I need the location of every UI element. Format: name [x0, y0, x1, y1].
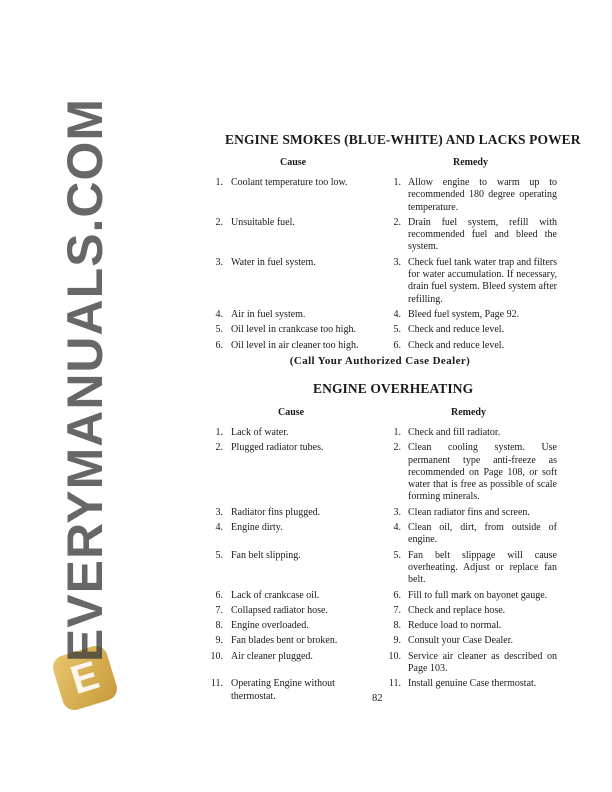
dealer-note: (Call Your Authorized Case Dealer) [289, 354, 471, 367]
table-row [0, 507, 612, 519]
remedy-text: Install genuine Case thermostat. [408, 678, 537, 690]
cause-text: Lack of water. [231, 427, 289, 438]
cause-number: 1. [215, 177, 223, 188]
cause-number: 9. [215, 635, 223, 647]
watermark-logo-letter: E [65, 652, 105, 703]
table-row [0, 605, 612, 617]
remedy-text: Service air cleaner as described on Page 103. [408, 650, 557, 675]
remedy-text: Check and reduce level. [408, 339, 505, 351]
table-row [0, 257, 612, 306]
remedy-number: 7. [393, 604, 401, 616]
cause-header: Cause [278, 407, 305, 418]
cause-text: Engine dirty. [231, 522, 283, 534]
table-row [0, 324, 612, 336]
remedy-text: Check fuel tank water trap and filters for water accumulation. If necessary, drain fuel system. Bleed system after refilling. [408, 256, 557, 305]
cause-number: 1. [215, 427, 223, 438]
cause-text: Lack of crankcase oil. [231, 589, 320, 601]
cause-text: Water in fuel system. [231, 256, 316, 268]
section-title-engine-overheating: ENGINE OVERHEATING [313, 381, 474, 396]
cause-number: 4. [215, 522, 223, 534]
cause-number: 11. [210, 678, 223, 690]
table-row [0, 522, 612, 547]
table-row [0, 177, 612, 214]
remedy-text: Clean oil, dirt, from outside of engine. [408, 522, 557, 546]
cause-header: Cause [280, 157, 307, 168]
remedy-number: 3. [393, 256, 401, 268]
cause-number: 5. [215, 549, 223, 561]
cause-number: 2. [215, 216, 223, 228]
cause-number: 6. [215, 339, 223, 351]
cause-text: Engine overloaded. [231, 620, 309, 632]
cause-number: 7. [215, 604, 223, 616]
remedy-text: Clean radiator fins and screen. [408, 506, 530, 518]
remedy-text: Consult your Case Dealer. [408, 635, 513, 647]
cause-text: Fan blades bent or broken. [231, 635, 338, 647]
remedy-number: 1. [393, 427, 401, 438]
watermark-text: EVERYMANUALS.COM [57, 97, 113, 663]
table-row [0, 620, 612, 632]
remedy-text: Check and reduce level. [408, 324, 505, 336]
remedy-text: Fill to full mark on bayonet gauge. [408, 589, 548, 601]
remedy-number: 1. [393, 177, 401, 188]
cause-text: Unsuitable fuel. [231, 216, 295, 228]
remedy-number: 3. [393, 506, 401, 518]
remedy-text: Reduce load to normal. [408, 620, 502, 632]
remedy-number: 6. [393, 339, 401, 351]
smokes-table [0, 177, 612, 368]
remedy-number: 9. [393, 635, 401, 647]
table-row [0, 590, 612, 602]
table-row [0, 309, 612, 321]
remedy-text: Clean cooling system. Use permanent type anti-freeze as recommended on Page 108, or soft water that is free as possible of scale forming minerals. [408, 442, 557, 503]
remedy-text: Drain fuel system, refill with recommended fuel and bleed the system. [408, 216, 557, 253]
remedy-number: 10. [388, 650, 401, 662]
table-row [0, 550, 612, 587]
remedy-text: Check and replace hose. [408, 604, 506, 616]
cause-text: Air in fuel system. [231, 308, 306, 320]
cause-text: Radiator fins plugged. [231, 506, 321, 518]
remedy-number: 4. [393, 308, 401, 320]
remedy-header: Remedy [451, 407, 486, 418]
cause-text: Fan belt slipping. [231, 549, 301, 561]
page-number: 82 [372, 693, 383, 704]
remedy-number: 6. [393, 589, 401, 601]
cause-number: 10. [210, 650, 223, 662]
cause-text: Air cleaner plugged. [231, 650, 313, 662]
remedy-number: 2. [393, 216, 401, 228]
remedy-number: 2. [393, 442, 401, 454]
remedy-text: Fan belt slippage will cause overheating. Adjust or replace fan belt. [408, 549, 557, 586]
table-row [0, 217, 612, 254]
cause-number: 6. [215, 589, 223, 601]
table-row [0, 427, 612, 439]
remedy-text: Allow engine to warm up to recommended 180 degree operating temperature. [408, 177, 557, 213]
cause-text: Oil level in crankcase too high. [231, 324, 356, 336]
cause-number: 2. [215, 442, 223, 454]
section-title-engine-smokes: ENGINE SMOKES (BLUE-WHITE) AND LACKS POWER [225, 132, 581, 147]
cause-number: 3. [215, 506, 223, 518]
remedy-number: 5. [393, 324, 401, 336]
remedy-text: Check and fill radiator. [408, 427, 501, 438]
cause-text: Plugged radiator tubes. [231, 442, 324, 454]
remedy-number: 8. [393, 620, 401, 632]
cause-number: 8. [215, 620, 223, 632]
remedy-number: 5. [393, 549, 401, 561]
cause-number: 5. [215, 324, 223, 336]
cause-number: 4. [215, 308, 223, 320]
cause-text: Oil level in air cleaner too high. [231, 339, 359, 351]
remedy-number: 4. [393, 522, 401, 534]
cause-text: Operating Engine without thermostat. [231, 678, 335, 702]
cause-text: Coolant temperature too low. [231, 177, 348, 188]
cause-text: Collapsed radiator hose. [231, 604, 328, 616]
table-row [0, 442, 612, 503]
remedy-number: 11. [388, 678, 401, 690]
remedy-header: Remedy [453, 157, 488, 168]
cause-number: 3. [215, 256, 223, 268]
table-row [0, 340, 612, 352]
remedy-text: Bleed fuel system, Page 92. [408, 308, 520, 320]
